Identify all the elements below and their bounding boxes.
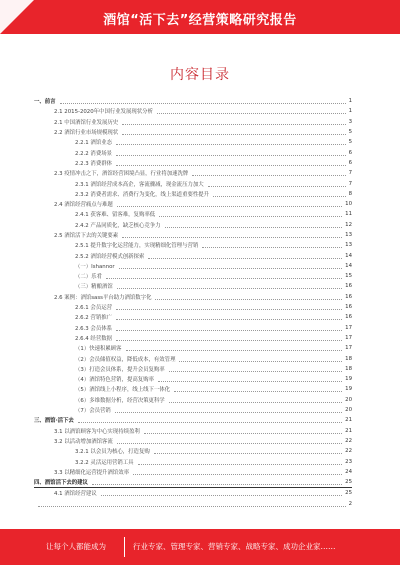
footer-divider	[124, 537, 125, 557]
toc-entry-page: 5	[348, 129, 352, 136]
toc-leader-dots	[179, 360, 342, 362]
toc-leader-dots	[192, 174, 345, 176]
toc-entry-label: 2.5.1 提升数字化运营能力，实现精细化管理与营销	[75, 243, 199, 250]
toc-entry[interactable]	[34, 137, 352, 147]
toc-entry-label: 2.2.3 消费群体	[75, 160, 112, 167]
toc-leader-dots	[116, 143, 346, 145]
toc-leader-dots	[116, 329, 342, 331]
toc-entry-label: 2.6.2 营销推广	[75, 315, 112, 322]
toc-entry[interactable]	[34, 271, 352, 281]
toc-leader-dots	[60, 102, 346, 104]
toc-entry-page: 2	[348, 500, 352, 507]
toc-entry-label: （5）酒馆线上小程序，线上线下一体化	[75, 387, 171, 394]
toc-entry-page: 16	[345, 314, 352, 321]
toc-leader-dots	[117, 287, 342, 289]
toc-entry-label: 3.3 以精细化运营提升酒馆效率	[54, 469, 129, 476]
toc-entry-label: 2.4.2 产品同质化，缺乏核心竞争力	[75, 222, 161, 229]
toc-entry-page: 17	[345, 324, 352, 331]
toc-entry-page: 5	[348, 139, 352, 146]
toc-entry[interactable]	[34, 168, 352, 178]
toc-entry-page: 21	[345, 427, 352, 434]
toc-entry-label: 2.2.2 消费场景	[75, 150, 112, 157]
toc-leader-dots	[133, 473, 342, 475]
toc-entry-page: 7	[348, 170, 352, 177]
toc-leader-dots	[169, 401, 342, 403]
toc-entry[interactable]	[34, 96, 352, 106]
toc-entry-page: 8	[348, 190, 352, 197]
toc-entry-page: 17	[345, 345, 352, 352]
toc-entry-page: 14	[345, 262, 352, 269]
toc-entry-label: 2.6.1 会员运营	[75, 305, 112, 312]
toc-entry-page: 22	[345, 437, 352, 444]
toc-leader-dots	[213, 195, 346, 197]
toc-entry-label: 4.1 酒馆经营建议	[54, 491, 97, 498]
toc-leader-dots	[38, 505, 346, 507]
toc-entry[interactable]	[34, 343, 352, 353]
toc-entry[interactable]	[34, 199, 352, 209]
toc-entry[interactable]	[34, 147, 352, 157]
toc-entry-page: 20	[345, 396, 352, 403]
toc-entry[interactable]	[34, 240, 352, 250]
toc-leader-dots	[144, 432, 342, 434]
toc-entry-page: 17	[345, 334, 352, 341]
toc-leader-dots	[148, 257, 342, 259]
toc-entry[interactable]	[34, 436, 352, 446]
toc-leader-dots	[122, 133, 345, 135]
toc-entry-page: 16	[345, 293, 352, 300]
toc-entry[interactable]	[34, 127, 352, 137]
toc-leader-dots	[174, 390, 342, 392]
toc-entry-label: 2.4 酒馆经营痛点与难题	[54, 202, 113, 209]
toc-entry[interactable]	[34, 230, 352, 240]
toc-entry-label: （6）多维数据分析，经营决策更科学	[75, 397, 165, 404]
toc-entry-label: 2.1 2015-2020年中国行业发展现状分析	[54, 109, 153, 116]
table-of-contents	[34, 96, 352, 509]
toc-entry-label: 2.3.1 酒馆经营成本高企，客流骤减，现金流压力加大	[75, 181, 204, 188]
toc-entry-label: 3.2.1 以会员为核心，打造复购	[75, 449, 150, 456]
toc-entry-label: 2.2.1 酒馆业态	[75, 140, 112, 147]
toc-entry[interactable]	[34, 488, 352, 498]
toc-entry-label: 3.2.2 灵活运用营销工具	[75, 459, 134, 466]
toc-entry-label: （4）酒馆特色营销，提高复购率	[75, 377, 154, 384]
toc-leader-dots	[157, 112, 346, 114]
header-banner	[0, 0, 400, 34]
toc-entry-page: 13	[345, 232, 352, 238]
toc-entry[interactable]	[34, 312, 352, 322]
toc-entry-page: 20	[345, 407, 352, 414]
toc-leader-dots	[106, 277, 342, 279]
toc-entry-page: 22	[345, 448, 352, 455]
toc-entry-label: 2.5.2 酒馆经营模式创新探索	[75, 253, 145, 260]
toc-entry-page: 16	[345, 304, 352, 311]
toc-entry-label: （7）会员营销	[75, 408, 111, 415]
toc-entry-label: 一、前言	[34, 99, 56, 106]
toc-entry-page: 23	[345, 458, 352, 465]
toc-leader-dots	[138, 463, 343, 465]
toc-leader-dots	[117, 205, 342, 207]
toc-entry[interactable]	[34, 158, 352, 168]
toc-leader-dots	[119, 267, 343, 269]
toc-leader-dots	[116, 318, 342, 320]
toc-entry[interactable]	[34, 426, 352, 436]
toc-leader-dots	[202, 246, 342, 248]
toc-leader-dots	[169, 370, 342, 372]
toc-entry[interactable]	[34, 364, 352, 374]
toc-entry[interactable]	[34, 384, 352, 394]
toc-entry-label: 2.2 酒馆行业市场规模现状	[54, 130, 119, 137]
toc-leader-dots	[116, 154, 346, 156]
toc-entry[interactable]	[34, 302, 352, 312]
toc-entry-label: 3.2 以活动增加酒馆客流	[54, 438, 113, 445]
toc-entry-label: 2.6.3 会员体系	[75, 325, 112, 332]
toc-entry[interactable]	[34, 250, 352, 260]
toc-leader-dots	[101, 494, 343, 496]
toc-leader-dots	[208, 185, 346, 187]
toc-leader-dots	[92, 483, 342, 485]
toc-entry[interactable]	[34, 499, 352, 509]
toc-leader-dots	[158, 380, 342, 382]
toc-entry[interactable]	[34, 456, 352, 466]
toc-entry-page: 1	[348, 108, 352, 115]
toc-leader-dots	[117, 442, 342, 444]
toc-entry-label: 2.1 中国酒馆行业发展历史	[54, 119, 119, 126]
toc-entry[interactable]	[34, 292, 352, 302]
toc-entry[interactable]	[34, 220, 352, 230]
toc-entry-page: 15	[345, 273, 352, 280]
toc-entry-page: 14	[345, 252, 352, 259]
toc-entry[interactable]	[34, 281, 352, 291]
toc-leader-dots	[159, 215, 342, 217]
toc-entry[interactable]	[34, 333, 352, 343]
toc-leader-dots	[122, 236, 342, 238]
footer-slogan-right: 行业专家、管理专家、营销专家、战略专家、成功企业家……	[133, 542, 336, 551]
page-header-title: 酒馆“活下去”经营策略研究报告	[103, 13, 297, 28]
toc-entry-label: 三、酒馆·活下去	[34, 418, 74, 425]
toc-entry-page: 25	[345, 479, 352, 486]
toc-leader-dots	[116, 308, 342, 310]
toc-entry-label: 四、酒馆活下去的建议	[34, 480, 88, 487]
toc-entry[interactable]	[34, 189, 352, 199]
toc-entry-page: 13	[345, 242, 352, 249]
toc-entry-page: 19	[345, 386, 352, 393]
toc-entry-label: 2.6.4 经营数据	[75, 335, 112, 342]
toc-leader-dots	[116, 164, 346, 166]
toc-entry[interactable]	[34, 353, 352, 363]
toc-entry-label: 2.4.1 获客难、留客难，复购率低	[75, 212, 156, 219]
toc-entry-page: 24	[345, 468, 352, 475]
toc-entry[interactable]	[34, 261, 352, 271]
toc-entry[interactable]	[34, 395, 352, 405]
toc-entry-page: 18	[345, 365, 352, 372]
toc-entry-page: 18	[345, 355, 352, 362]
toc-entry-page: 16	[345, 283, 352, 290]
toc-entry-label: （三）精酿酒馆	[75, 284, 113, 291]
toc-entry[interactable]	[34, 323, 352, 333]
toc-entry-label: 2.3.2 消费者需求、消费行为变化，线上渠道重要性提升	[75, 191, 210, 198]
toc-leader-dots	[126, 349, 343, 351]
toc-entry[interactable]	[34, 209, 352, 219]
toc-entry[interactable]	[34, 467, 352, 477]
toc-entry-page: 6	[348, 159, 352, 166]
toc-entry-label: （1）快速积累顾客	[75, 346, 122, 353]
toc-entry-label: 2.3 疫情冲击之下，酒馆经营困境凸显，行业将加速洗牌	[54, 171, 189, 178]
toc-heading: 内容目录	[170, 67, 230, 83]
toc-leader-dots	[78, 421, 342, 423]
toc-entry[interactable]	[34, 117, 352, 127]
toc-entry-label: 2.6 案例：酒馆sass平台助力酒馆数字化	[54, 294, 152, 301]
footer-slogan-left: 让每个人都能成为	[46, 542, 106, 551]
toc-entry-label: 3.1 以酒馆顾客为中心实现持续盈利	[54, 428, 140, 435]
toc-leader-dots	[116, 339, 342, 341]
toc-entry-label: （2）会员储值权益，降低成本，有效管理	[75, 356, 176, 363]
toc-entry-label: （3）打造会员体系，提升会员复购率	[75, 366, 165, 373]
toc-entry-page: 10	[345, 201, 352, 208]
toc-leader-dots	[165, 226, 343, 228]
toc-entry[interactable]	[34, 415, 352, 425]
toc-entry-page: 11	[345, 211, 352, 218]
toc-entry-page: 7	[348, 180, 352, 187]
toc-entry[interactable]	[34, 178, 352, 188]
toc-entry-label: （二）乐肴	[75, 274, 102, 281]
footer-banner	[0, 529, 400, 565]
toc-leader-dots	[115, 411, 342, 413]
toc-entry-page: 21	[345, 417, 352, 424]
toc-entry[interactable]	[34, 106, 352, 116]
toc-entry-page: 12	[345, 221, 352, 228]
toc-entry-page: 6	[348, 149, 352, 156]
toc-leader-dots	[122, 123, 345, 125]
toc-entry-page: 1	[348, 98, 352, 105]
toc-entry-page: 25	[345, 490, 352, 497]
toc-entry[interactable]	[34, 374, 352, 384]
toc-entry-label: （一）Ishannor	[75, 263, 115, 270]
toc-entry[interactable]	[34, 477, 352, 488]
toc-entry-label: 2.5 酒馆活下去的关键要素	[54, 233, 119, 239]
toc-leader-dots	[154, 452, 342, 454]
toc-entry[interactable]	[34, 446, 352, 456]
toc-entry[interactable]	[34, 405, 352, 415]
toc-entry-page: 3	[348, 118, 352, 125]
toc-leader-dots	[155, 298, 342, 300]
toc-entry-page: 19	[345, 376, 352, 383]
